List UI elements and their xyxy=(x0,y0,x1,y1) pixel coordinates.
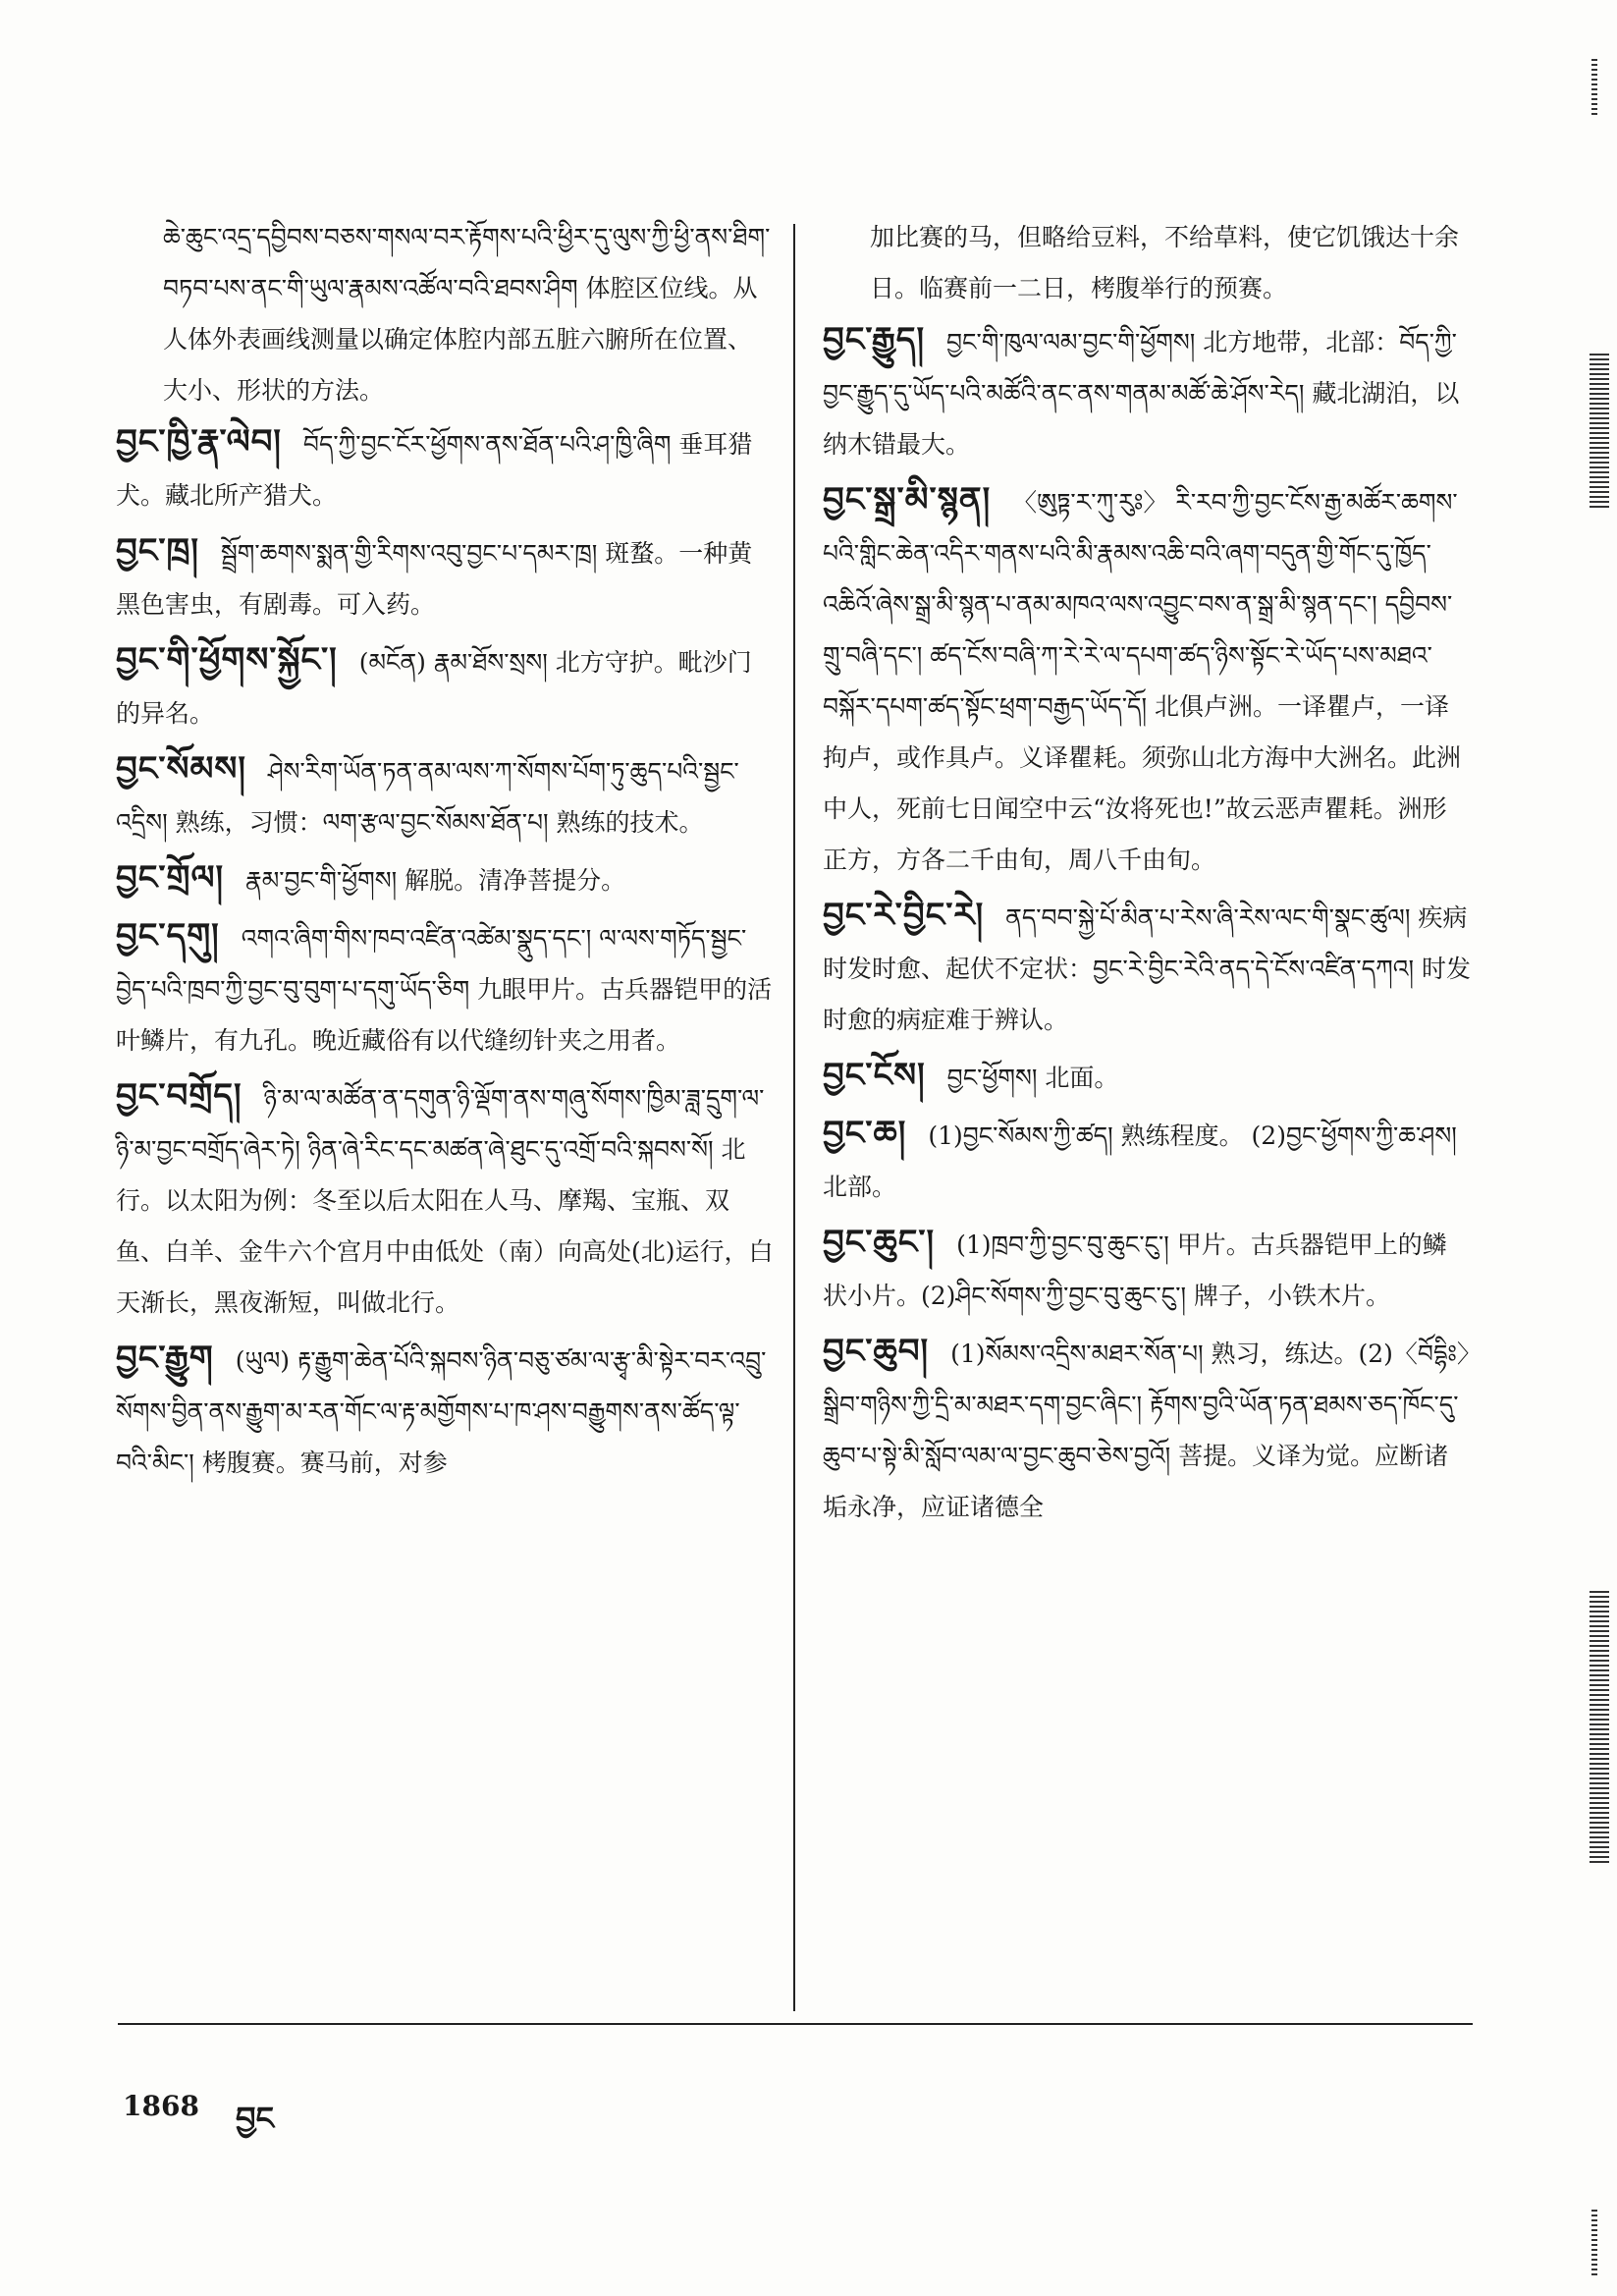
footer-rule xyxy=(118,2023,1473,2025)
entry-definition: (ཡུལ) རྟ་རྒྱུག་ཆེན་པོའི་སྐབས་ཉིན་བཅུ་ཙམ་ལ་རྩྭ་མི་སྟེར་བར་འབྲུ་སོགས་བྱིན་ནས་རྒྱུག་མ་རན་གོང་ལ་རྟ་མགྱོགས་པ་ཁ་ཤས་བརྒྱུགས་ནས་ཚོད་ལྟ་བའི་མིང་། 栲腹赛。赛马前，对参 xyxy=(116,1346,767,1477)
entry-headword: བྱང་ཁྲ། xyxy=(116,531,199,571)
entry-definition: (1)ཁྲབ་ཀྱི་བྱང་བུ་ཆུང་ངུ་། 甲片。古兵器铠甲上的鳞状小片。(2)ཤིང་སོགས་ཀྱི་བྱང་བུ་ཆུང་ངུ་། 牌子，小铁木片。 xyxy=(823,1230,1447,1310)
entry-headword: བྱང་རེ་བྱིང་རེ། xyxy=(823,896,985,935)
entry-headword: བྱང་དགུ། xyxy=(116,916,220,956)
entry-definition: བོད་ཀྱི་བྱང་ངོར་ཕྱོགས་ནས་ཐོན་པའི་ཤ་ཁྱི་ཞིག 垂耳猎犬。藏北所产猎犬。 xyxy=(116,430,753,510)
dictionary-entry xyxy=(823,1108,1471,1213)
entry-headword: བྱང་ཁྱི་རྣ་ལེབ། xyxy=(116,422,282,462)
dictionary-entry xyxy=(823,1050,1471,1104)
entry-headword: བྱང་གྲོལ། xyxy=(116,858,225,898)
right-continuation-text: 加比赛的马，但略给豆料，不给草料，使它饥饿达十余日。临赛前一二日，栲腹举行的预赛。 xyxy=(870,223,1460,302)
dictionary-entry xyxy=(116,910,774,1066)
entry-definition: རྣམ་བྱང་གི་ཕྱོགས། 解脱。清净菩提分。 xyxy=(245,866,626,895)
dictionary-entry xyxy=(116,1333,774,1489)
entry-headword: བྱང་རྒྱུག xyxy=(116,1339,214,1378)
entry-headword: བྱང་ཆ། xyxy=(823,1114,907,1153)
entry-headword: བྱང་གི་ཕྱོགས་སྐྱོང་། xyxy=(116,640,338,680)
entry-headword: བྱང་ངོས། xyxy=(823,1056,926,1095)
entry-headword: བྱང་ཆུང་། xyxy=(823,1223,936,1262)
dictionary-entry xyxy=(823,890,1471,1046)
dictionary-entry xyxy=(116,525,774,630)
page-number: 1868 xyxy=(123,2090,199,2122)
entry-definition: (1)བྱང་སོམས་ཀྱི་ཚད། 熟练程度。 (2)བྱང་ཕྱོགས་ཀྱི་ཆ་ཤས། 北部。 xyxy=(823,1121,1457,1201)
dictionary-entry xyxy=(823,1326,1471,1533)
left-entries xyxy=(116,416,774,1489)
scan-edge-mark xyxy=(1591,2210,1597,2278)
dictionary-entry xyxy=(116,634,774,739)
dictionary-entry xyxy=(823,1217,1471,1322)
scan-edge-mark xyxy=(1590,1591,1609,1866)
dictionary-entry xyxy=(116,416,774,521)
column-divider xyxy=(793,224,795,2011)
entry-headword: བྱང་སོམས། xyxy=(116,749,246,789)
dictionary-entry xyxy=(116,1070,774,1329)
entry-definition: 〈ཨུཏྟ་ར་ཀུ་རུཿ〉 རི་རབ་ཀྱི་བྱང་ངོས་རྒྱ་མཚོར་ཆགས་པའི་གླིང་ཆེན་འདིར་གནས་པའི་མི་རྣམས་འཆི་བའི་ཞག་བདུན་གྱི་གོང་དུ་ཁྱོད་འཆིའོ་ཞེས་སྒྲ་མི་སྙན་པ་ནམ་མཁའ་ལས་འབྱུང་བས་ན་སྒྲ་མི་སྙན་དང་། དབྱིབས་གྲུ་བཞི་དང་། ཚད་ངོས་བཞི་ཀ་རེ་རེ་ལ་དཔག་ཚད་ཉིས་སྟོང་རེ་ཡོད་པས་མཐའ་བསྐོར་དཔག་ཚད་སྟོང་ཕྲག་བརྒྱད་ཡོད་དོ། 北俱卢洲。一译瞿卢，一译拘卢，或作具卢。义译瞿耗。须弥山北方海中大洲名。此洲中人，死前七日闻空中云“汝将死也!”故云恶声瞿耗。洲形正方，方各二千由旬，周八千由旬。 xyxy=(823,488,1462,874)
entry-definition: འགའ་ཞིག་གིས་ཁབ་འཛིན་འཚེམ་སྣུད་དང་། ལ་ལས་གཏོད་སྦྱང་བྱེད་པའི་ཁྲབ་ཀྱི་བྱང་བུ་བུག་པ་དགུ་ཡོད་ཅིག 九眼甲片。古兵器铠甲的活叶鳞片，有九孔。晚近藏俗有以代缝纫针夹之用者。 xyxy=(116,924,773,1055)
entry-headword: བྱང་སྒྲ་མི་སྙན། xyxy=(823,480,992,519)
scan-edge-mark xyxy=(1591,59,1597,118)
running-head: བྱང xyxy=(236,2100,274,2137)
entry-definition: ཤེས་རིག་ཡོན་ཏན་ནམ་ལས་ཀ་སོགས་པོག་ཏུ་ཆུད་པའི་སྦྱང་འདྲིས། 熟练，习惯：ལག་རྩལ་བྱང་སོམས་ཐོན་པ། 熟练的技术。 xyxy=(116,757,739,837)
entry-definition: སྦྲོག་ཆགས་སྨན་གྱི་རིགས་འབུ་བྱང་པ་དམར་ཁྲ། 斑蝥。一种黄黑色害虫，有剧毒。可入药。 xyxy=(116,539,753,619)
dictionary-entry xyxy=(116,852,774,906)
left-column xyxy=(116,212,774,1493)
entry-definition: ཉི་མ་ལ་མཚོན་ན་དགུན་ཉི་ལྡོག་ནས་གཞུ་སོགས་ཁྱིམ་ཟླ་དྲུག་ལ་ཉི་མ་བྱང་བགྲོད་ཞེར་ཏེ། ཉིན་ཞེ་རིང་དང་མཚན་ཞེ་ཐུང་དུ་འགྲོ་བའི་སྐབས་སོ། 北行。以太阳为例：冬至以后太阳在人马、摩羯、宝瓶、双鱼、白羊、金牛六个宫月中由低处（南）向高处(北)运行，白天渐长，黑夜渐短，叫做北行。 xyxy=(116,1084,774,1317)
dictionary-entry xyxy=(823,474,1471,886)
entry-headword: བྱང་རྒྱུད། xyxy=(823,320,926,359)
right-entries xyxy=(823,314,1471,1533)
entry-definition: ནད་བབ་སྐྱེ་པོ་མིན་པ་རེས་ཞི་རེས་ལང་གི་སྣང་ཚུལ། 疾病时发时愈、起伏不定状：བྱང་རེ་བྱིང་རེའི་ནད་དེ་ངོས་འཛིན་དཀའ། 时发时愈的病症难于辨认。 xyxy=(823,903,1471,1034)
entry-headword: བྱང་ཆུབ། xyxy=(823,1332,930,1371)
left-continuation-text: ཆེ་ཆུང་འདྲ་དབྱིབས་བཅས་གསལ་བར་རྟོགས་པའི་ཕྱིར་དུ་ལུས་ཀྱི་ཕྱི་ནས་ཐིག་བཏབ་པས་ནང་གི་ཡུལ་རྣམས་འཚོལ་བའི་ཐབས་ཤིག 体腔区位线。从人体外表画线测量以确定体腔内部五脏六腑所在位置、大小、形状的方法。 xyxy=(163,223,771,405)
dictionary-entry xyxy=(823,314,1471,470)
entry-headword: བྱང་བགྲོད། xyxy=(116,1076,243,1116)
scan-edge-mark xyxy=(1590,354,1609,511)
entry-definition: (མངོན) རྣམ་ཐོས་སྲས། 北方守护。毗沙门的异名。 xyxy=(116,648,752,728)
entry-definition: བྱང་གི་ཁུལ་ལམ་བྱང་གི་ཕྱོགས། 北方地带，北部：བོད་ཀྱི་བྱང་རྒྱུད་དུ་ཡོད་པའི་མཚོའི་ནང་ནས་གནམ་མཚོ་ཆེ་ཤོས་རེད། 藏北湖泊，以纳木错最大。 xyxy=(823,328,1460,459)
dictionary-entry xyxy=(116,743,774,848)
entry-definition: (1)སོམས་འདྲིས་མཐར་སོན་པ། 熟习，练达。(2)〈བོདྷིཿ〉སྒྲིབ་གཉིས་ཀྱི་དྲི་མ་མཐར་དག་བྱང་ཞིང་། རྟོགས་བྱའི་ཡོན་ཏན་ཐམས་ཅད་ཁོང་དུ་ཆུབ་པ་སྟེ་མི་སློབ་ལམ་ལ་བྱང་ཆུབ་ཅེས་བྱའོ། 菩提。义译为觉。应断诸垢永净，应证诸德全 xyxy=(823,1339,1470,1521)
right-column xyxy=(823,212,1471,1537)
entry-definition: བྱང་ཕྱོགས། 北面。 xyxy=(946,1064,1119,1092)
